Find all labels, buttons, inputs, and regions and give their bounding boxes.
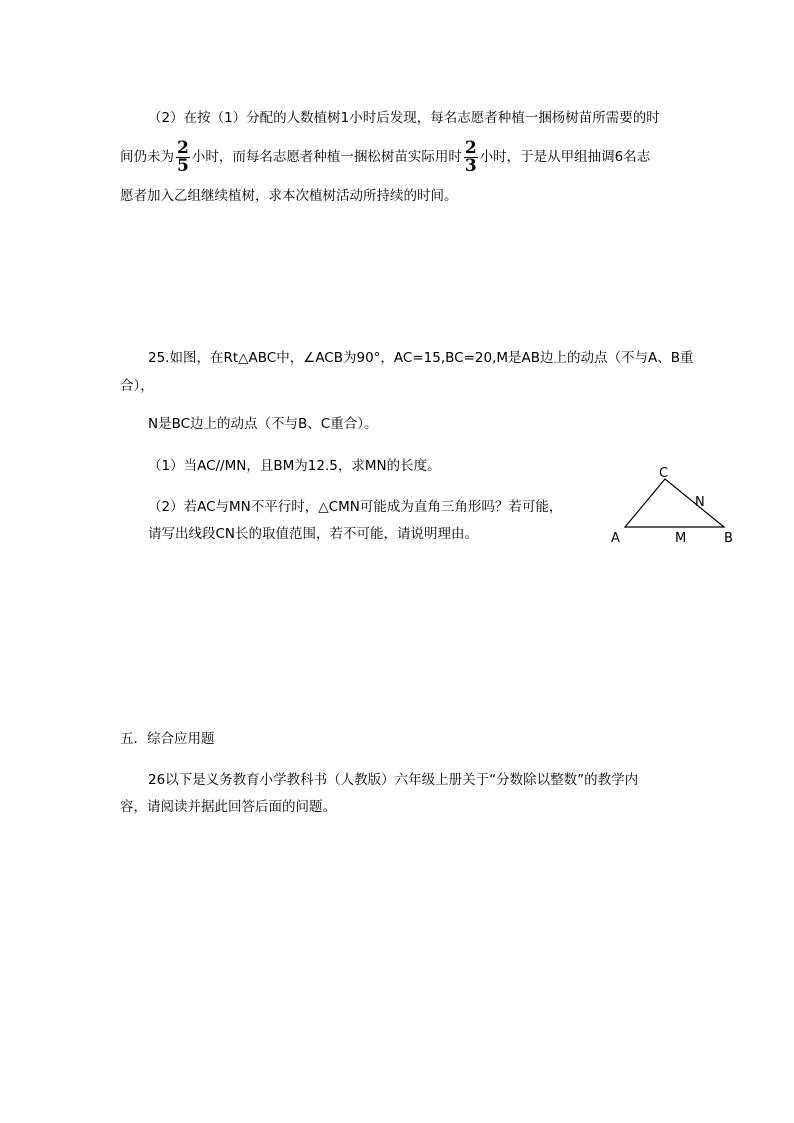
triangle-abc — [625, 479, 724, 527]
label-b: B — [724, 531, 733, 546]
fraction-numerator: 2 — [177, 137, 189, 158]
q24-line2-text-b: 小时，而每名志愿者种植一捆松树苗实际用时 — [191, 149, 462, 165]
q25-part2-line1: （2）若AC与MN不平行时，△CMN可能成为直角三角形吗？若可能， — [148, 499, 563, 515]
triangle-figure — [605, 462, 745, 552]
q24-part2-line2 — [120, 138, 650, 176]
q26-line1: 26以下是义务教育小学教科书（人教版）六年级上册关于“分数除以整数”的教学内 — [148, 772, 639, 788]
label-a: A — [611, 531, 620, 546]
fraction-denominator: 3 — [464, 155, 477, 176]
q25-line1: 25.如图，在Rt△ABC中，∠ACB为90°，AC=15,BC=20,M是AB边上的动点（不与A、B重 — [148, 350, 694, 366]
section5-heading: 五．综合应用题 — [120, 731, 215, 747]
q25-line3: N是BC边上的动点（不与B、C重合）。 — [148, 416, 378, 432]
q24-line2-text-a: 间仍未为 — [120, 149, 174, 165]
q25-line2: 合）， — [120, 378, 154, 394]
label-n: N — [695, 495, 705, 510]
q25-part2-line2: 请写出线段CN长的取值范围，若不可能，请说明理由。 — [148, 526, 479, 542]
fraction-two-thirds — [464, 137, 478, 176]
q24-part2-line3: 愿者加入乙组继续植树，求本次植树活动所持续的时间。 — [120, 188, 458, 204]
fraction-denominator: 5 — [177, 155, 189, 176]
q25-part1: （1）当AC//MN，且BM为12.5，求MN的长度。 — [148, 458, 441, 474]
fraction-two-fifths — [176, 137, 190, 176]
q26-line2: 容，请阅读并据此回答后面的问题。 — [120, 799, 336, 815]
q24-line2-text-c: 小时，于是从甲组抽调6名志 — [479, 149, 651, 165]
label-m: M — [675, 531, 687, 546]
label-c: C — [659, 466, 669, 481]
q24-part2-line1: （2）在按（1）分配的人数植树1小时后发现，每名志愿者种植一捆杨树苗所需要的时 — [148, 110, 660, 126]
fraction-numerator: 2 — [464, 137, 477, 158]
